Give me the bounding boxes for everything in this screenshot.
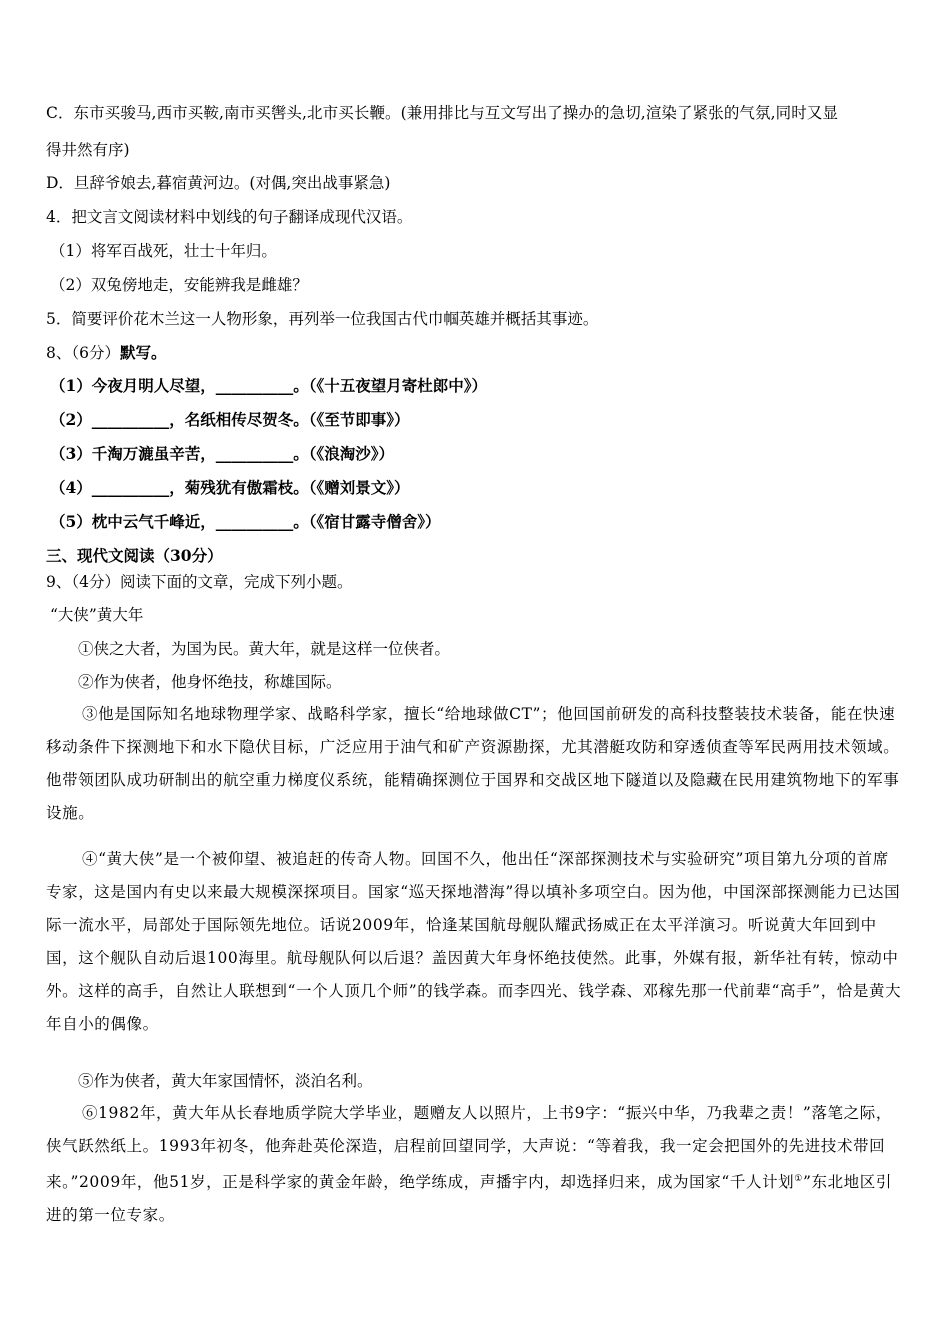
paragraph-6-text: ⑥1982年，黄大年从长春地质学院大学毕业，题赠友人以照片，上书9字：“振兴中华，乃我辈之责！”落笔之际，侠气跃然纸上。1993年初冬，他奔赴英伦深造，启程前回望同学，大声说：“等着我，我一定会把国外的先进技术带回来。”2009年，他51岁，正是科学家的黄金年龄，绝学练成，声播宇内，却选择归来，成为国家“千人计划 — [46, 1104, 892, 1192]
paragraph-1: ①侠之大者，为国为民。黄大年，就是这样一位侠者。 — [78, 640, 451, 658]
question-4-item-1: （1）将军百战死，壮士十年归。 — [50, 242, 277, 260]
question-8-title: 默写。 — [119, 343, 167, 362]
paragraph-4: ④“黄大侠”是一个被仰望、被追赶的传奇人物。回国不久，他出任“深部探测技术与实验研究”项目第九分项的首席专家，这是国内有史以来最大规模深探项目。国家“巡天探地潜海”得以填补多项空白。因为他，中国深部探测能力已达国际一流水平，局部处于国际领先地位。话说2009年，恰逢某国航母舰队耀武扬威正在太平洋演习。听说黄大年回到中国，这个舰队自动后退100海里。航母舰队何以后退？盖因黄大年身怀绝技使然。此事，外媒有报，新华社有转，惊动中外。这样的高手，自然让人联想到“一个人顶几个师”的钱学森。而李四光、钱学森、邓稼先那一代前辈“高手”，恰是黄大年自小的偶像。 — [46, 850, 902, 1033]
paragraph-2: ②作为侠者，他身怀绝技，称雄国际。 — [78, 673, 342, 691]
article-title: “大侠”黄大年 — [50, 606, 144, 624]
paragraph-6-end: ”东北地区引进的第一位专家。 — [46, 1173, 892, 1225]
option-c-line2: 得井然有序) — [46, 141, 130, 159]
recite-item: （3）千淘万漉虽辛苦，__________。（《浪淘沙》） — [50, 444, 395, 463]
question-8-score: 8、（6分） — [46, 344, 120, 362]
question-4-item-2: （2）双兔傍地走，安能辨我是雌雄？ — [50, 276, 308, 294]
option-d: D．旦辞爷娘去,暮宿黄河边。(对偶,突出战事紧急) — [46, 174, 391, 192]
question-5: 5．简要评价花木兰这一人物形象，再列举一位我国古代巾帼英雄并概括其事迹。 — [46, 310, 599, 328]
recite-item: （2）__________，名纸相传尽贺冬。（《至节即事》） — [50, 410, 410, 429]
footnote-marker: ① — [794, 1174, 803, 1184]
option-c-line1: C．东市买骏马,西市买鞍,南市买辔头,北市买长鞭。(兼用排比与互文写出了操办的急切,渲染了紧张的气氛,同时又显 — [46, 104, 839, 122]
question-4: 4．把文言文阅读材料中划线的句子翻译成现代汉语。 — [46, 208, 413, 226]
recite-item: （4）__________，菊残犹有傲霜枝。（《赠刘景文》） — [50, 478, 410, 497]
paragraph-6 — [46, 1097, 904, 1232]
question-8 — [46, 343, 167, 363]
paragraph-3: ③他是国际知名地球物理学家、战略科学家，擅长“给地球做CT”；他回国前研发的高科技整装技术装备，能在快速移动条件下探测地下和水下隐伏目标，广泛应用于油气和矿产资源勘探，尤其潜艇攻防和穿透侦查等军民两用技术领域。他带领团队成功研制出的航空重力梯度仪系统，能精确探测位于国界和交战区地下隧道以及隐藏在民用建筑物地下的军事设施。 — [46, 705, 900, 822]
question-9: 9、（4分）阅读下面的文章，完成下列小题。 — [46, 573, 353, 591]
recite-item: （5）枕中云气千峰近，__________。（《宿甘露寺僧舍》） — [50, 512, 441, 531]
recite-item: （1）今夜月明人尽望，__________。（《十五夜望月寄杜郎中》） — [50, 376, 488, 395]
paragraph-5: ⑤作为侠者，黄大年家国情怀，淡泊名利。 — [78, 1072, 373, 1090]
section-heading: 三、现代文阅读（30分） — [46, 546, 223, 565]
